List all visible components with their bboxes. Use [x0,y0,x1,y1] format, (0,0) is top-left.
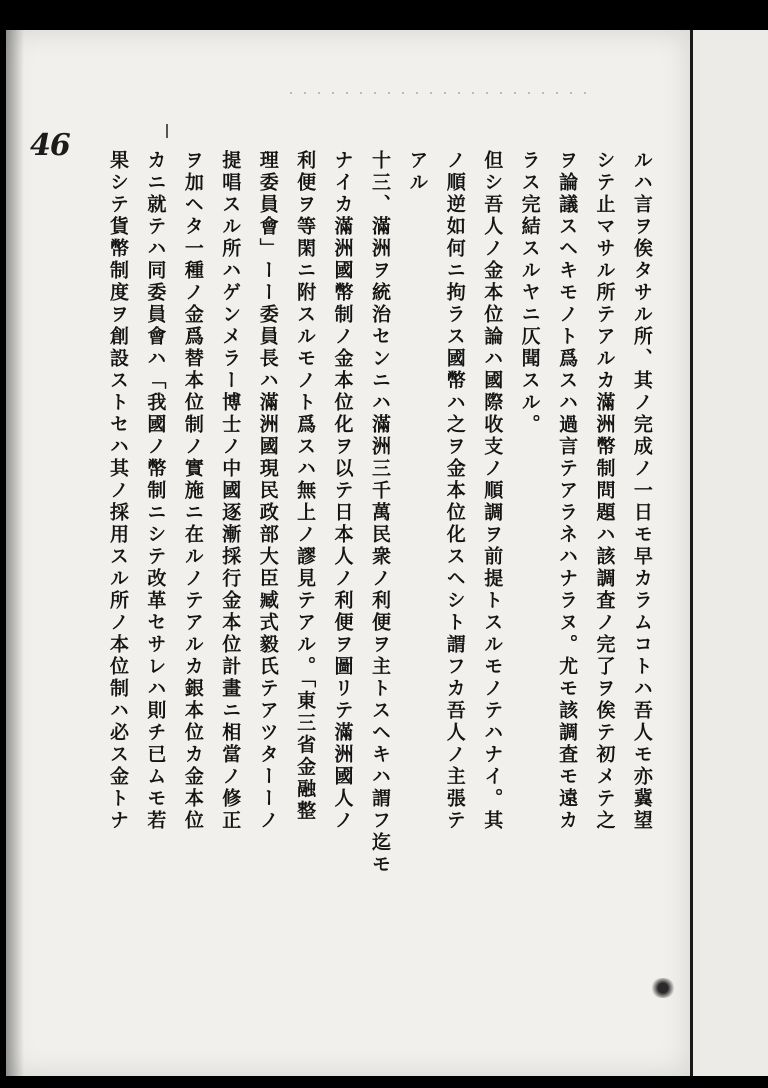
margin-mark [166,124,168,138]
adjacent-page [693,30,768,1076]
text-column: ノ順逆如何ニ拘ラス國幣ハ之ヲ金本位化スヘシト謂フカ吾人ノ主張テ [443,150,466,832]
scan-dust [290,92,590,94]
binding-shadow [6,30,24,1076]
text-column: ルハ言ヲ俟タサル所、其ノ完成ノ一日モ早カラムコトハ吾人モ亦冀望 [630,150,653,832]
text-column: カニ就テハ同委員會ハ「我國ノ幣制ニシテ改革セサレハ則チ已ムモ若 [144,150,167,832]
text-column: 果シテ貨幣制度ヲ創設ストセハ其ノ採用スル所ノ本位制ハ必ス金トナ [107,150,129,832]
text-column: 利便ヲ等閑ニ附スルモノト爲スハ無上ノ謬見テアル。「東三省金融整 [294,150,317,823]
text-column: 理委員會」ーー委員長ハ滿洲國現民政部大臣臧式毅氏テアツターーノ [256,150,279,832]
text-column: ナイカ滿洲國幣制ノ金本位化ヲ以テ日本人ノ利便ヲ圖リテ滿洲國人ノ [331,150,354,832]
text-column: ヲ加ヘタ一種ノ金爲替本位制ノ實施ニ在ルノテアルカ銀本位カ金本位 [181,150,204,832]
section-heading-column: 十三、滿洲ヲ統治センニハ滿洲三千萬民衆ノ利便ヲ主トスヘキハ謂フ迄モ [368,150,391,876]
text-column: 提唱スル所ハゲンメラー博士ノ中國逐漸採行金本位計畫ニ相當ノ修正 [219,150,242,832]
vertical-text-body [100,150,660,970]
text-column: アル [406,150,429,194]
text-column: 但シ吾人ノ金本位論ハ國際收支ノ順調ヲ前提トスルモノテハナイ。其 [481,150,504,832]
page-number: 46 [30,128,70,163]
text-column: シテ止マサル所テアルカ滿洲幣制問題ハ該調査ノ完了ヲ俟テ初メテ之 [593,150,616,832]
ink-smudge [650,978,676,998]
text-column: ラス完結スルヤニ仄聞スル。 [518,150,541,436]
text-column: ヲ論議スヘキモノト爲スハ過言テアラネハナラヌ。尤モ該調査モ遠カ [556,150,579,832]
